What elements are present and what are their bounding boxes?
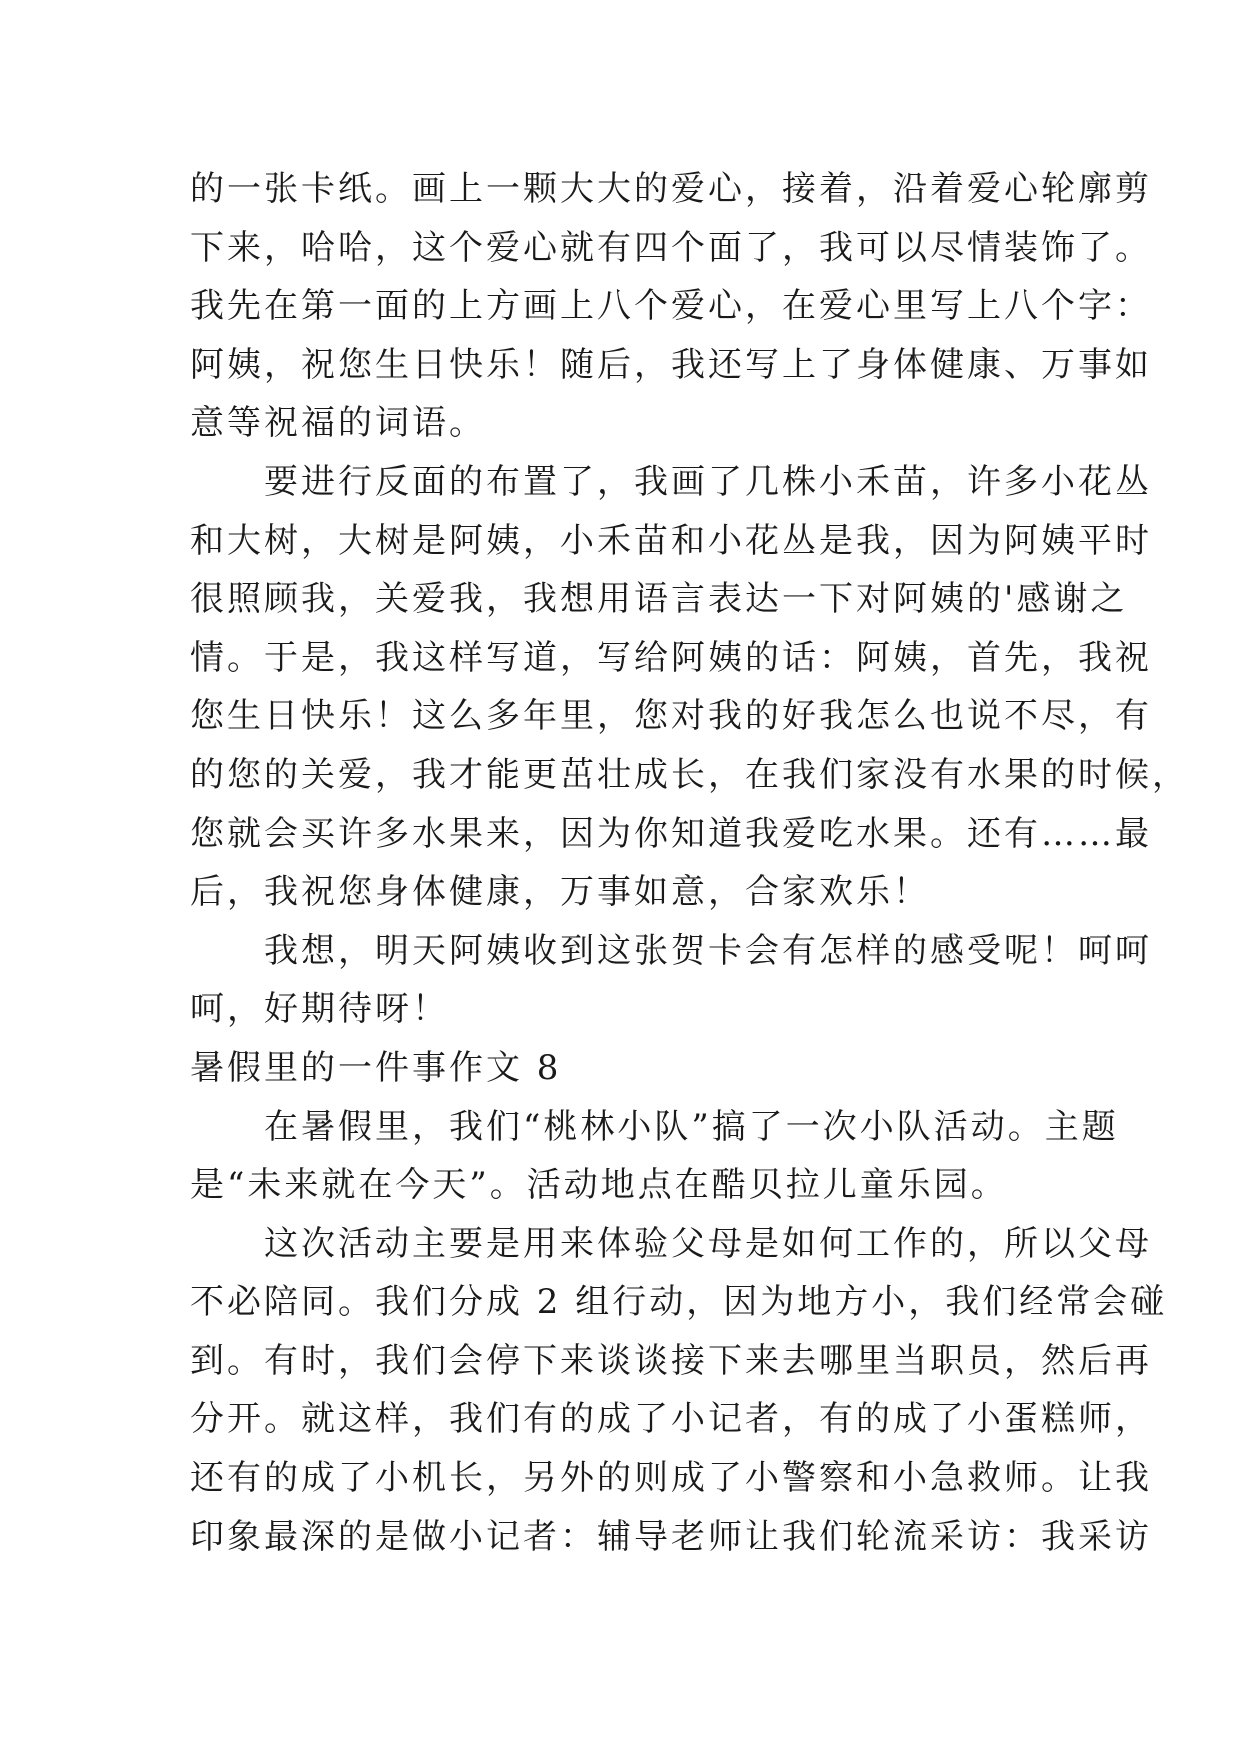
text-line: 情。于是，我这样写道，写给阿姨的话：阿姨，首先，我祝	[190, 637, 1152, 678]
text-line: 阿姨，祝您生日快乐！随后，我还写上了身体健康、万事如	[190, 344, 1152, 385]
paragraph-start-line: 我想，明天阿姨收到这张贺卡会有怎样的感受呢！呵呵	[264, 930, 1152, 971]
text-line: 我先在第一面的上方画上八个爱心，在爱心里写上八个字：	[190, 286, 1152, 327]
section-heading: 暑假里的一件事作文 8	[190, 1047, 562, 1088]
text-line: 还有的成了小机长，另外的则成了小警察和小急救师。让我	[190, 1458, 1152, 1499]
text-line: 不必陪同。我们分成 2 组行动，因为地方小，我们经常会碰	[190, 1282, 1168, 1323]
text-line: 分开。就这样，我们有的成了小记者，有的成了小蛋糕师，	[190, 1399, 1152, 1440]
document-body	[190, 160, 1189, 1566]
text-line: 下来，哈哈，这个爱心就有四个面了，我可以尽情装饰了。	[190, 227, 1152, 268]
text-line: 意等祝福的词语。	[190, 403, 486, 444]
text-line: 印象最深的是做小记者：辅导老师让我们轮流采访：我采访	[190, 1516, 1152, 1557]
text-line: 到。有时，我们会停下来谈谈接下来去哪里当职员，然后再	[190, 1340, 1152, 1381]
text-line: 后，我祝您身体健康，万事如意，合家欢乐！	[190, 872, 930, 913]
text-line: 是“未来就在今天”。活动地点在酷贝拉儿童乐园。	[190, 1165, 1008, 1206]
text-line: 呵，好期待呀！	[190, 989, 449, 1030]
text-line: 您就会买许多水果来，因为你知道我爱吃水果。还有……最	[190, 813, 1152, 854]
text-line: 和大树，大树是阿姨，小禾苗和小花丛是我，因为阿姨平时	[190, 520, 1152, 561]
paragraph-start-line: 这次活动主要是用来体验父母是如何工作的，所以父母	[264, 1223, 1152, 1264]
paragraph-start-line: 在暑假里，我们“桃林小队”搞了一次小队活动。主题	[264, 1106, 1119, 1147]
paragraph-start-line: 要进行反面的布置了，我画了几株小禾苗，许多小花丛	[264, 461, 1152, 502]
text-line: 的您的关爱，我才能更茁壮成长，在我们家没有水果的时候，	[190, 754, 1189, 795]
text-line: 很照顾我，关爱我，我想用语言表达一下对阿姨的'感谢之	[190, 579, 1128, 620]
text-line: 的一张卡纸。画上一颗大大的爱心，接着，沿着爱心轮廓剪	[190, 169, 1152, 209]
text-line: 您生日快乐！这么多年里，您对我的好我怎么也说不尽，有	[190, 696, 1152, 737]
